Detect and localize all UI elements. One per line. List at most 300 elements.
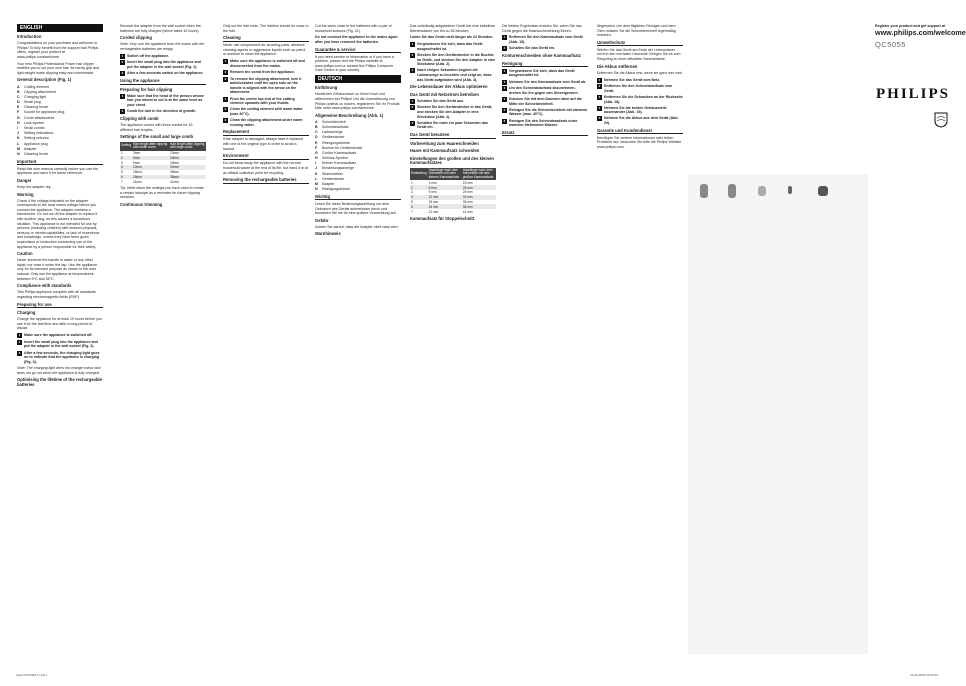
heading-stoppel: Kammaufsatz für Stoppelschnitt: [410, 215, 475, 221]
col5-text: Das vollständig aufgeladene Gerät hat eine kabellose Betriebsdauer von bis zu 35 Minuten.: [410, 24, 496, 33]
akku-text: Entfernen Sie die Akkus erst, wenn sie ganz leer sind.: [597, 70, 683, 75]
danger-text: Keep the adapter dry.: [17, 184, 52, 189]
print-footer: [16, 673, 938, 678]
step-text: Insert the small plug into the appliance and put the adapter in the wall socket (Fig. 2).: [24, 339, 98, 349]
table-cell: 12 mm: [428, 195, 462, 200]
step-text: Drücken Sie mit dem Daumen oben auf die Mitte der Schneideeinheit.: [509, 97, 582, 106]
parts-item-label: Appliance plug: [24, 141, 48, 146]
section-header-english: ENGLISH: [17, 24, 103, 32]
column-5: [410, 24, 496, 223]
heading-gefahr: Gefahr: [315, 217, 329, 223]
table-cell: 7: [411, 209, 413, 214]
step-number: 6: [224, 118, 227, 123]
replacement-text: If the adapter is damaged, always have it replaced with one of the original type in order to avoid a hazard.: [223, 137, 304, 151]
parts-item-key: E: [315, 140, 318, 145]
parts-item-label: Reinigungsbürste: [322, 187, 350, 192]
table-cell: 41mm: [170, 179, 179, 184]
table-cell: 26mm: [169, 156, 206, 161]
philips-logo: PHILIPS: [875, 86, 950, 102]
step-number: 4: [224, 96, 227, 101]
parts-item: [315, 135, 401, 140]
register-url[interactable]: www.philips.com/welcome: [875, 28, 966, 38]
table-cell: 29mm: [170, 160, 179, 165]
table-cell: 12mm: [132, 165, 169, 170]
heading-ohne-kamm: Konturenschneiden ohne Kammaufsatz: [502, 53, 581, 59]
parts-item-label: Adapter: [322, 182, 335, 187]
step-number: 2: [411, 52, 414, 57]
netz-steps: [410, 99, 496, 130]
charging-steps: [17, 333, 103, 364]
step-item: [120, 109, 206, 114]
heading-caution: Caution: [17, 251, 33, 257]
parts-item-key: D: [17, 100, 20, 105]
step-text: Reinigen Sie die Schneideeinheit mit warmem Wasser (max. 40°C).: [509, 107, 588, 117]
heading-cleaning: Cleaning: [223, 36, 309, 42]
heading-table-de: Einstellungen des großen und des kleinen Kammaufsatzes: [410, 155, 494, 166]
step-number: 5: [224, 107, 227, 112]
heading-wichtig: Wichtig: [315, 195, 401, 201]
intro-text: Congratulations on your purchase and welcome to Philips! To fully benefit from the support that Philips offers, register your product at www.philips.com/welcome.: [17, 41, 99, 59]
parts-item-label: Adapter: [24, 146, 37, 151]
heading-optimise: Optimising the lifetime of the rechargeable batteries: [17, 377, 102, 387]
step-text: After a few seconds switch on the appliance.: [127, 71, 204, 76]
column-english-3: [223, 24, 309, 185]
parts-item: [315, 182, 401, 187]
step-number: 2: [121, 109, 124, 114]
step-text: Entfernen Sie die Schrauben an der Rückseite (Abb. 18).: [604, 94, 683, 104]
gefahr-text: Achten Sie darauf, dass der Adapter nicht nass wird.: [315, 224, 399, 229]
table-cell: 41 mm: [462, 209, 473, 214]
step-item: [502, 108, 588, 117]
step-item: [410, 121, 496, 130]
step-number: 2: [503, 46, 506, 51]
step-item: [223, 59, 309, 68]
step-item: [223, 77, 309, 95]
parts-item: [17, 121, 103, 126]
step-number: 3: [121, 71, 124, 76]
step-text: Clean the cutting element with warm water (max 40°C).: [230, 107, 303, 116]
heading-warnhinweis: Warnhinweis: [315, 231, 341, 237]
heading-using: Using the appliance: [120, 79, 206, 85]
parts-item-key: G: [315, 150, 318, 155]
parts-item: [17, 131, 103, 136]
table-cell: 2: [410, 185, 428, 190]
guarantee-text: If you need service or information or if you have a problem, please visit the Philips website at www.philips.com or contact the Philips Consumer Care Centre in your country.: [315, 54, 394, 73]
table-cell: 15 mm: [428, 200, 439, 204]
table-cell: 6: [410, 204, 428, 209]
step-item: [410, 105, 496, 119]
heading-einfuehrung: Einführung: [315, 85, 338, 91]
parts-item: [17, 90, 103, 95]
step-number: 2: [18, 339, 21, 344]
parts-item-label: Gerätestecker: [322, 176, 345, 181]
laden-note: Laden Sie das Gerät nicht länger als 24 Stunden.: [410, 35, 494, 40]
wichtig-text: Lesen Sie diese Bedienungsanleitung vor dem Gebrauch des Geräts aufmerksam durch und bewahren Sie sie für eine spätere Verwendung auf.: [315, 201, 397, 216]
comb-text: The appliance comes with three combs for 15 different hair lengths.: [120, 123, 193, 132]
table-cell: 35mm: [170, 170, 179, 175]
cleaning-warning: Never use compressed air, scouring pads, abrasive cleaning agents or aggressive liquids such as petrol or acetone to clean the appliance.: [223, 43, 306, 57]
heading-compliance: Compliance with standards: [17, 283, 72, 289]
step-text: Stecken Sie den Gerätestecker in die Buchse im Gerät, und stecken Sie den Adapter in eine Steckdose (Abb. 2).: [417, 52, 496, 67]
step-number: 3: [503, 86, 506, 91]
compliance-text: This Philips appliance complies with all standards regarding electromagnetic fields (EMF).: [17, 290, 96, 299]
step-text: Make sure that the head of the person whose hair you intend to cut is at the same level as your chest.: [127, 93, 204, 107]
step-text: Schalten Sie das Gerät aus.: [417, 98, 465, 103]
model-number: QC5055: [875, 40, 906, 50]
heading-removing: Removing the rechargeable batteries: [223, 178, 309, 184]
table-cell: 4: [120, 165, 132, 170]
step-item: [410, 42, 496, 51]
parts-item-key: H: [315, 156, 318, 161]
parts-item-key: L: [17, 141, 20, 146]
heading-umwelt: Umweltschutz: [597, 41, 683, 47]
tip-text: Tip: Write down the settings you have used to create a certain hairstyle as a reminder for future clipping sessions.: [120, 186, 204, 200]
table-cell: 7: [121, 179, 123, 184]
clipper-icon: [700, 184, 708, 198]
table-cell: 23 mm: [462, 180, 473, 185]
important-text: Read this user manual carefully before you use the appliance and save it for future reference.: [17, 166, 99, 176]
step-number: 6: [503, 118, 506, 123]
parts-item-key: N: [17, 151, 20, 156]
heading-guarantee: Guarantee & service: [315, 48, 401, 54]
step-item: [17, 351, 103, 365]
parts-item: [17, 100, 103, 105]
heading-environment: Environment: [223, 154, 309, 160]
table-cell: 1: [411, 180, 413, 185]
step-text: Make sure the appliance is switched off and disconnected from the mains.: [230, 59, 305, 68]
heading-settings-table: Settings of the small and large comb: [120, 134, 194, 140]
table-cell: 18mm: [132, 175, 169, 180]
heading-beschreibung: Allgemeine Beschreibung (Abb. 1): [315, 112, 384, 118]
step-item: [223, 70, 309, 75]
step-number: 1: [598, 77, 601, 82]
parts-item-label: Setting indications: [24, 131, 54, 136]
garantie-text: Benötigen Sie weitere Informationen oder treten Probleme auf, besuchen Sie bitte die Philips Website www.philips.com.: [597, 135, 682, 149]
parts-item-label: Small combs: [24, 126, 45, 131]
table-cell: 3: [411, 190, 413, 195]
step-text: Insert the small plug into the appliance and put the adapter in the wall socket (Fig. 2).: [127, 60, 201, 69]
table-cell: 23mm: [170, 151, 179, 156]
cover-panel: [875, 24, 966, 664]
step-text: Nehmen Sie die Akkus aus dem Gerät (Abb. 20).: [604, 116, 679, 126]
parts-item-key: F: [315, 145, 318, 150]
heading-introduction: Introduction: [17, 34, 42, 39]
comb-icon: [758, 186, 766, 196]
table-header-cell: Hair length after clipping with small comb: [132, 141, 168, 150]
step-text: Nehmen Sie die beiden Gehäuseteile auseinander (Abb. 19).: [604, 105, 667, 115]
table-header-cell: Haarlänge nach dem Schneiden mit dem kleinen Kammaufsatz: [428, 168, 462, 181]
parts-item-label: Charging light: [24, 94, 47, 99]
parts-item-label: Ladeanzeige: [322, 130, 343, 135]
register-line: Register your product and get support at: [875, 24, 945, 28]
heading-benutzen: Das Gerät benutzen: [410, 133, 496, 139]
heading-kamm: Haare mit Kammaufsatz schneiden: [410, 148, 480, 154]
parts-item-key: F: [17, 110, 20, 115]
parts-item: [315, 120, 401, 125]
table-row: [120, 179, 206, 184]
step-item: [223, 118, 309, 127]
parts-item-key: K: [17, 136, 20, 141]
brush-icon: [788, 186, 792, 194]
parts-item-label: Buchse für Gerätestecker: [322, 145, 363, 150]
step-item: [120, 60, 206, 69]
heading-comb: Clipping with comb: [120, 116, 159, 122]
step-text: Comb the hair in the direction of growth.: [127, 109, 197, 114]
col6-steps: [502, 35, 588, 51]
step-number: 1: [224, 59, 227, 64]
column-english-2: [120, 24, 206, 209]
table-cell: 26 mm: [462, 185, 496, 190]
step-number: 1: [411, 98, 414, 103]
parts-item: [315, 187, 401, 192]
step-item: [597, 84, 683, 93]
step-number: 3: [411, 120, 414, 125]
step-number: 2: [411, 105, 414, 110]
section-header-deutsch: DEUTSCH: [315, 75, 401, 83]
table-header-cell: Einstellung: [410, 168, 428, 181]
manual-page: [0, 24, 966, 664]
philips-shield-icon: [934, 112, 948, 128]
column-7: [597, 24, 683, 152]
step-item: [502, 97, 588, 106]
step-item: [597, 78, 683, 83]
step-text: After a few seconds, the charging light goes on to indicate that the appliance is charging (Fig. 3).: [24, 350, 100, 364]
parts-item: [17, 152, 103, 157]
parts-item-key: I: [17, 126, 18, 131]
parts-item-label: Schneideinheit: [322, 119, 346, 124]
step-text: Entfernen Sie den Schneideaufsatz vom Gerät.: [604, 84, 673, 93]
step-item: [502, 86, 588, 95]
step-item: [17, 340, 103, 349]
parts-item: [17, 147, 103, 152]
caution-text: Never immerse the handle in water or any other liquid, nor rinse it under the tap. Use the appliance only for its intended purpose as shown in the user manual. Only use the appliance at temperatures between 5°C and 35°C.: [17, 258, 98, 281]
step-text: Nehmen Sie den Kammaufsatz vom Gerät ab.: [509, 79, 587, 84]
col3-text: Only cut the hair ends. The hairline should be close to the hair.: [223, 24, 309, 33]
step-text: Nach einigen Sekunden beginnt die Ladeanzeige zu leuchten und zeigt an, dass das Gerät aufgeladen wird (Abb. 3).: [417, 68, 492, 82]
parts-item-label: Cleaning brush: [24, 105, 49, 110]
step-number: 1: [18, 333, 21, 338]
step-number: 1: [121, 53, 124, 58]
col4-text: Cut the wires close to the batteries with a pair of household scissors (Fig. 21).: [315, 24, 392, 33]
charging-text: Charge the appliance for at least 10 hours before you use it for the first time and after a long period of disuse.: [17, 317, 102, 331]
table-cell: 6 mm: [428, 185, 462, 190]
footer-date: 23-05-2008 15:02:33: [910, 673, 938, 678]
step-text: Switch off the appliance.: [127, 53, 170, 58]
table-header-cell: Setting: [120, 142, 132, 151]
table-header-cell: Haarlänge nach dem Schneiden mit dem großen Kammaufsatz: [462, 168, 496, 181]
step-item: [17, 333, 103, 338]
col7-text: Abgesehen von dem täglichen Reinigen und dem Ölen müssen Sie die Schneideeinheit regelmäßig ersetzen.: [597, 24, 676, 38]
step-number: 1: [503, 35, 506, 40]
table-cell: 15mm: [132, 170, 142, 175]
prep-steps: [120, 94, 206, 114]
step-number: 2: [503, 79, 506, 84]
parts-item: [17, 95, 103, 100]
corded-note: Note: Only use the appliance from the mains with the rechargeable batteries are empty.: [120, 42, 205, 51]
parts-item-label: Schloss-Symbol: [322, 156, 348, 161]
step-number: 2: [224, 70, 227, 75]
parts-item-label: Kleiner Kammaufsatz: [322, 161, 357, 166]
parts-item-key: G: [17, 115, 20, 120]
parts-item: [315, 130, 401, 135]
step-text: Vergewissern Sie sich, dass das Gerät ausgeschaltet ist.: [509, 68, 575, 78]
parts-item-key: A: [17, 84, 20, 89]
parts-item-label: Lock symbol: [24, 120, 44, 125]
parts-item: [315, 146, 401, 151]
step-item: [597, 106, 683, 115]
intro-text-2: Your new Philips Professional Power hair clipper enables you to cut your own hair. Its handy grip and light weight make clipping easy and comfortable.: [17, 61, 100, 75]
parts-item-key: D: [315, 135, 318, 140]
step-item: [597, 116, 683, 125]
step-text: To remove the clipping attachment, turn it anticlockwise until the open side on the handle is aligned with the arrow on the attachment.: [230, 76, 302, 95]
heading-trimming: Continuous trimming: [120, 202, 163, 207]
parts-item-key: C: [315, 130, 318, 135]
parts-item: [17, 136, 103, 141]
table-cell: 2: [120, 156, 132, 161]
step-item: [502, 46, 588, 51]
parts-item-key: J: [315, 166, 317, 171]
table-cell: 3mm: [132, 151, 141, 156]
col6-text: Die beiden Ergebnisse erzielen Sie, wenn Sie das Gerät gegen die Haarwuchsrichtung führen.: [502, 24, 582, 33]
table-cell: 21 mm: [428, 209, 439, 214]
table-cell: 21mm: [132, 179, 142, 184]
step-item: [502, 80, 588, 85]
parts-item-key: M: [315, 182, 318, 187]
step-number: 3: [18, 350, 21, 355]
column-6: [502, 24, 588, 138]
heading-charging: Charging: [17, 310, 36, 316]
table-cell: 29 mm: [462, 190, 473, 195]
akku-steps: [597, 78, 683, 126]
environment-text: Do not throw away the appliance with the normal household waste at the end of its life, but hand it in at an official collection point for recycling.: [223, 161, 308, 175]
step-text: Clean the clipping attachment under warm running water.: [230, 118, 303, 127]
step-number: 3: [411, 68, 414, 73]
heading-replacement: Replacement: [223, 130, 309, 136]
table-cell: 4: [410, 195, 428, 200]
step-item: [223, 97, 309, 106]
step-item: [502, 119, 588, 128]
heading-important: Important: [17, 160, 103, 166]
step-text: Schalten Sie nach ein paar Sekunden das Gerät ein.: [417, 120, 488, 130]
step-item: [502, 35, 588, 44]
parts-item-key: A: [315, 119, 318, 124]
parts-item-label: Clipping attachment: [24, 89, 56, 94]
parts-item-label: Schneideaufsatz: [322, 124, 349, 129]
parts-item: [17, 85, 103, 90]
heading-akkus-entfernen: Die Akkus entfernen: [597, 63, 638, 69]
step-text: Remove the comb from the appliance.: [230, 70, 295, 75]
step-number: 1: [503, 68, 506, 73]
heading-netz: Das Gerät mit Netzstrom betreiben: [410, 91, 479, 97]
warning-text: Check if the voltage indicated on the adapter corresponds to the local mains voltage before you connect the appliance. The adapter contains a transformer. Do not cut off the adapter to replace it with another plug, as this causes a hazardous situation. This appliance is not intended for use by persons (including children) with reduced physical, sensory or mental capabilities, or lack of experience and knowledge, unless they have been given supervision or instruction concerning use of the appliance by a person responsible for their safety.: [17, 198, 100, 249]
step-text: Stecken Sie den Gerätestecker in das Gerät, und stecken Sie den Adapter in eine Steckdose (Abb. 2).: [417, 105, 493, 119]
heading-warning: Warning: [17, 191, 34, 197]
parts-item-label: Comb attachments: [24, 115, 55, 120]
parts-item-key: J: [17, 131, 19, 136]
parts-item: [315, 141, 401, 146]
heading-ersatz: Ersatz: [502, 131, 588, 137]
heading-reinigung: Reinigung: [502, 62, 588, 68]
step-text: Nehmen Sie das Gerät vom Netz.: [604, 77, 661, 82]
parts-item-key: E: [17, 105, 20, 110]
col2-intro: Remove the adapter from the wall socket when the batteries are fully charged (which takes 10 hours).: [120, 24, 201, 33]
einf-text: Herzlichen Glückwunsch zu Ihrem Kauf und willkommen bei Philips! Um die Unterstützung von Philips optimal zu nutzen, registrieren Sie Ihr Produkt bitte unter www.philips.com/welcome.: [315, 92, 400, 111]
parts-item-label: Einstellungsanzeige: [322, 166, 354, 171]
step-number: 4: [503, 97, 506, 101]
step-number: 2: [598, 84, 601, 89]
parts-item: [17, 105, 103, 110]
parts-item: [315, 161, 401, 166]
step-item: [120, 54, 206, 59]
heading-general-description: General description (Fig. 1): [17, 77, 72, 83]
table-cell: 5: [411, 200, 413, 204]
parts-item: [17, 110, 103, 115]
heading-akku: Die Lebensdauer der Akkus optimieren: [410, 84, 488, 90]
parts-item: [315, 166, 401, 171]
table-cell: 9 mm: [428, 190, 437, 195]
heading-prep-cut: Preparing for hair clipping: [120, 86, 173, 92]
step-number: 4: [598, 105, 601, 110]
table-cell: 6mm: [132, 156, 169, 161]
parts-item-label: Cutting element: [24, 84, 50, 89]
step-number: 1: [121, 93, 124, 98]
parts-item: [315, 125, 401, 130]
umwelt-text: Werfen Sie das Gerät am Ende der Lebensdauer nicht in den normalen Hausmüll. Bringen Sie es zum Recycling zu einer offiziellen Sammelstelle.: [597, 47, 681, 62]
step-item: [223, 107, 309, 116]
corded-steps: [120, 54, 206, 76]
table-cell: 1: [121, 151, 123, 156]
table-row: [410, 209, 496, 214]
table-cell: 32 mm: [462, 195, 496, 200]
step-number: 3: [598, 94, 601, 99]
parts-item-key: H: [17, 120, 20, 125]
parts-item: [315, 156, 401, 161]
step-number: 5: [503, 107, 506, 112]
column-english-1: [17, 24, 103, 389]
step-text: Vergewissern Sie sich, dass das Gerät ausgeschaltet ist.: [417, 42, 483, 51]
table-cell: 38 mm: [462, 204, 496, 209]
parts-item-key: N: [315, 187, 318, 192]
heading-danger: Danger: [17, 177, 32, 183]
heading-preparing: Preparing for use: [17, 303, 103, 309]
parts-item-label: Gerätestecker: [322, 135, 345, 140]
step-item: [120, 94, 206, 108]
parts-list-de: [315, 120, 401, 192]
charging-note: Note: The charging light does not change colour and does not go out when the appliance is fully charged.: [17, 365, 101, 375]
table-cell: 32mm: [169, 165, 206, 170]
step-item: [410, 53, 496, 67]
parts-item: [315, 151, 401, 156]
parts-item: [315, 177, 401, 182]
step-item: [502, 69, 588, 78]
parts-list: [17, 85, 103, 157]
clipper-icon: [728, 184, 736, 198]
adapter-icon: [818, 186, 828, 196]
table-cell: 6: [120, 175, 132, 180]
parts-item-key: K: [315, 171, 318, 176]
parts-item: [17, 142, 103, 147]
settings-table-de: [410, 168, 496, 214]
step-text: Um den Schneideaufsatz abzunehmen, drehen Sie ihn gegen den Uhrzeigersinn.: [509, 86, 579, 95]
settings-table: [120, 142, 206, 184]
table-cell: 5: [121, 170, 123, 175]
cleaning-steps: [223, 59, 309, 127]
col4-note: Do not connect the appliance to the mains again after you have removed the batteries.: [315, 35, 398, 44]
step-text: Make sure the appliance is switched off.: [24, 333, 93, 338]
table-cell: 3: [121, 160, 123, 165]
step-number: 2: [121, 60, 124, 65]
step-item: [410, 68, 496, 82]
